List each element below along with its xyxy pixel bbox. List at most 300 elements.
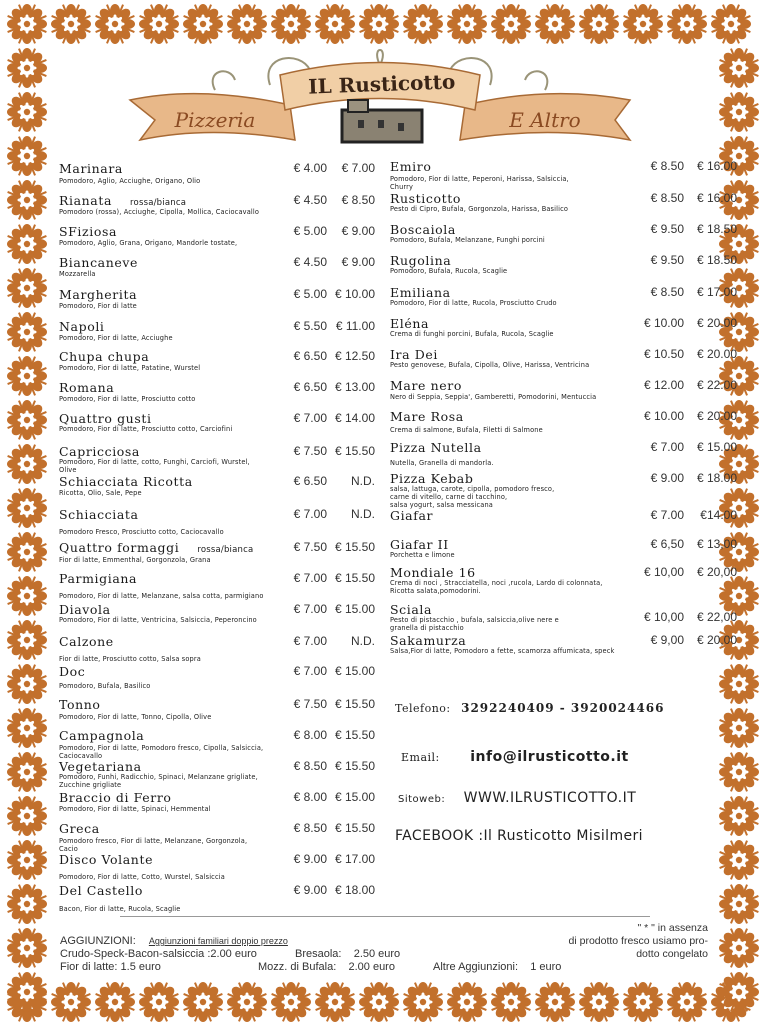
pizza-name-text: Pizza Kebab: [390, 471, 474, 486]
price-small: € 8.50: [293, 759, 327, 773]
price-small: € 7.00: [293, 602, 327, 616]
pizza-ingredients: Crema di funghi porcini, Bufala, Rucola, Scaglie: [390, 330, 554, 338]
footer-divider: [120, 916, 650, 917]
price-large: € 8.50: [341, 193, 375, 207]
flower-ornament-icon: [7, 620, 47, 660]
pizza-ingredients: salsa yogurt, salsa messicana: [390, 501, 493, 509]
flower-ornament-icon: [719, 708, 759, 748]
price-small: € 5.50: [293, 319, 327, 333]
flower-ornament-icon: [491, 982, 531, 1022]
pizza-name: [59, 508, 139, 521]
frozen-note-2: di prodotto fresco usiamo pro-: [568, 935, 708, 947]
pizza-ingredients: Fior di latte, Prosciutto cotto, Salsa sopra: [59, 655, 201, 663]
price-small: € 6,50: [650, 537, 684, 551]
pizza-name: [59, 288, 137, 301]
pizza-ingredients: Pomodoro, Fior di latte, cotto, Funghi, Carciofi, Wurstel,: [59, 458, 250, 466]
pizza-ingredients: Bacon, Fior di latte, Rucola, Scaglie: [59, 905, 181, 913]
price-large: € 22,00: [696, 610, 737, 624]
pizza-name-text: Calzone: [59, 634, 114, 649]
flower-ornament-icon: [271, 982, 311, 1022]
additions-line2b: Mozz. di Bufala: 2.00 euro: [258, 961, 395, 973]
facebook-link[interactable]: FACEBOOK :Il Rusticotto Misilmeri: [395, 828, 643, 844]
pizza-name-text: Campagnola: [59, 728, 145, 743]
price-large: € 17.00: [696, 285, 737, 299]
flower-ornament-icon: [95, 4, 135, 44]
flower-ornament-icon: [7, 928, 47, 968]
flower-ornament-icon: [7, 532, 47, 572]
pizza-name: [59, 729, 144, 742]
price-large: € 9.00: [341, 255, 375, 269]
pizza-name: [390, 441, 482, 454]
flower-ornament-icon: [7, 796, 47, 836]
pizza-ingredients: Pomodoro Fresco, Prosciutto cotto, Caciocavallo: [59, 528, 224, 536]
pizza-name: [390, 254, 451, 267]
additions-label: AGGIUNZIONI:: [60, 935, 136, 947]
price-small: € 7.00: [650, 440, 684, 454]
price-large: € 20.00: [696, 316, 737, 330]
pizza-name-text: Biancaneve: [59, 255, 139, 270]
pizza-ingredients: Olive: [59, 466, 77, 474]
price-large: € 12.50: [334, 349, 375, 363]
flower-ornament-icon: [359, 4, 399, 44]
price-small: € 10,00: [643, 610, 684, 624]
pizza-ingredients: Pomodoro, Fior di latte, Pomodoro fresco, Cipolla, Salsiccia,: [59, 744, 264, 752]
price-large: € 9.00: [341, 224, 375, 238]
additions-line2a: Fior di latte: 1.5 euro: [60, 961, 161, 973]
flower-ornament-icon: [7, 268, 47, 308]
price-small: € 7.00: [293, 634, 327, 648]
pizza-name: [390, 348, 438, 361]
flower-ornament-icon: [315, 4, 355, 44]
price-large: € 16.00: [696, 159, 737, 173]
flower-ornament-icon: [447, 982, 487, 1022]
pizza-ingredients: Pomodoro, Bufala, Basilico: [59, 682, 151, 690]
pizza-ingredients: salsa, lattuga, carote, cipolla, pomodoro fresco,: [390, 485, 555, 493]
price-small: € 10,00: [643, 565, 684, 579]
flower-ornament-icon: [183, 4, 223, 44]
flower-ornament-icon: [623, 982, 663, 1022]
flower-ornament-icon: [51, 982, 91, 1022]
pizza-name-text: Mare nero: [390, 378, 462, 393]
price-small: € 10.50: [643, 347, 684, 361]
pizza-name: [390, 160, 431, 173]
pizza-name-text: SFiziosa: [59, 224, 118, 239]
flower-ornament-icon: [7, 224, 47, 264]
flower-ornament-icon: [719, 972, 759, 1012]
flower-ornament-icon: [7, 444, 47, 484]
pizza-name: [390, 317, 429, 330]
pizza-ingredients: Zucchine grigliate: [59, 781, 122, 789]
flower-ornament-icon: [623, 4, 663, 44]
phone-number[interactable]: 3292240409 - 3920024466: [461, 701, 665, 715]
pizza-ingredients: Pomodoro, Fior di latte, Cotto, Wurstel, Salsiccia: [59, 873, 225, 881]
price-small: € 8.50: [650, 159, 684, 173]
pizza-ingredients: Pomodoro, Fior di latte, Prosciutto cotto, Carciofini: [59, 425, 233, 433]
price-large: N.D.: [351, 474, 375, 488]
price-large: € 10.00: [334, 287, 375, 301]
frozen-note-1: " * " in assenza: [637, 922, 708, 934]
pizza-ingredients: Pomodoro, Bufala, Melanzane, Funghi porcini: [390, 236, 545, 244]
additions-line1b: Bresaola: 2.50 euro: [295, 948, 401, 960]
flower-ornament-icon: [139, 982, 179, 1022]
pizza-name: [59, 445, 140, 458]
price-large: € 15.00: [334, 664, 375, 678]
flower-ornament-icon: [7, 664, 47, 704]
flower-ornament-icon: [315, 982, 355, 1022]
pizza-ingredients: Nero di Seppia, Seppia', Gamberetti, Pomodorini, Mentuccia: [390, 393, 597, 401]
family-note: Aggiunzioni familiari doppio prezzo: [148, 936, 288, 946]
price-large: € 20.00: [696, 409, 737, 423]
pizza-name-text: Margherita: [59, 287, 138, 302]
frozen-note-3: dotto congelato: [636, 948, 708, 960]
flower-ornament-icon: [51, 4, 91, 44]
price-small: € 8.50: [650, 191, 684, 205]
price-large: € 7.00: [341, 161, 375, 175]
price-large: € 17.00: [334, 852, 375, 866]
flower-ornament-icon: [7, 180, 47, 220]
additions-line1a: Crudo-Speck-Bacon-salsiccia :2.00 euro: [60, 948, 257, 960]
flower-ornament-icon: [183, 982, 223, 1022]
flower-ornament-icon: [719, 884, 759, 924]
price-large: € 15.50: [334, 728, 375, 742]
flower-ornament-icon: [7, 356, 47, 396]
price-large: € 15.00: [334, 790, 375, 804]
pizza-name-text: Giafar: [390, 508, 434, 523]
price-large: € 15.50: [334, 759, 375, 773]
price-large: € 18.50: [696, 222, 737, 236]
flower-ornament-icon: [7, 136, 47, 176]
pizza-ingredients: Caciocavallo: [59, 752, 103, 760]
flower-ornament-icon: [535, 4, 575, 44]
price-small: € 6.50: [293, 380, 327, 394]
flower-ornament-icon: [667, 4, 707, 44]
pizza-ingredients: Pomodoro, Fior di latte, Spinaci, Hemmental: [59, 805, 211, 813]
price-small: € 9.50: [650, 253, 684, 267]
price-large: € 18.00: [334, 883, 375, 897]
flower-ornament-icon: [719, 48, 759, 88]
pizza-ingredients: Pomodoro, Fior di latte, Rucola, Prosciutto Crudo: [390, 299, 557, 307]
pizza-name-text: Rusticotto: [390, 191, 461, 206]
pizza-ingredients: Pomodoro, Fior di latte, Prosciutto cotto: [59, 395, 196, 403]
price-large: N.D.: [351, 634, 375, 648]
logo-right-text: E Altro: [509, 108, 581, 132]
price-large: € 15.00: [696, 440, 737, 454]
flower-ornament-icon: [359, 982, 399, 1022]
pizza-name-text: Chupa chupa: [59, 349, 150, 364]
logo-left-text: Pizzeria: [174, 108, 256, 132]
pizza-variant: rossa/bianca: [130, 198, 187, 208]
price-large: € 16.00: [696, 191, 737, 205]
flower-ornament-icon: [7, 48, 47, 88]
pizza-name: [59, 822, 100, 835]
pizza-ingredients: carne di vitello, carne di tacchino,: [390, 493, 508, 501]
pizza-name: [390, 538, 449, 551]
pizza-name-text: Braccio di Ferro: [59, 790, 172, 805]
price-large: € 15.50: [334, 540, 375, 554]
price-small: € 10.00: [643, 316, 684, 330]
pizza-ingredients: Pomodoro, Funhi, Radicchio, Spinaci, Melanzane grigliate,: [59, 773, 258, 781]
pizza-name-text: Quattro formaggi: [59, 540, 180, 555]
pizza-name: [59, 698, 101, 711]
price-small: € 8.50: [650, 285, 684, 299]
flower-ornament-icon: [719, 92, 759, 132]
flower-ornament-icon: [7, 576, 47, 616]
pizza-name-text: Eléna: [390, 316, 430, 331]
pizza-ingredients: Pomodoro, Fior di latte, Ventricina, Salsiccia, Peperoncino: [59, 616, 257, 624]
price-large: € 20.00: [696, 347, 737, 361]
pizza-ingredients: Pomodoro, Aglio, Acciughe, Origano, Olio: [59, 177, 201, 185]
phone-label: Telefono:: [395, 702, 451, 715]
pizza-name: [390, 634, 466, 647]
price-large: € 15.50: [334, 697, 375, 711]
flower-ornament-icon: [95, 982, 135, 1022]
pizza-name-text: Disco Volante: [59, 852, 154, 867]
pizza-name: [59, 412, 152, 425]
price-large: € 18.50: [696, 253, 737, 267]
pizza-name-text: Romana: [59, 380, 115, 395]
pizza-name: [390, 286, 451, 299]
pizza-name-text: Rugolina: [390, 253, 452, 268]
flower-ornament-icon: [719, 840, 759, 880]
castle-icon: [342, 100, 422, 142]
price-small: € 4.00: [293, 161, 327, 175]
price-small: € 8.00: [293, 790, 327, 804]
pizza-name-text: Sakamurza: [390, 633, 467, 648]
pizza-name: [59, 635, 114, 648]
flower-ornament-icon: [403, 982, 443, 1022]
email-label: Email:: [401, 751, 440, 764]
pizza-name: [59, 162, 123, 175]
flower-ornament-icon: [7, 708, 47, 748]
price-small: € 9.00: [293, 883, 327, 897]
logo-title: IL Rusticotto: [307, 69, 456, 99]
pizza-name-text: Vegetariana: [59, 759, 142, 774]
flower-ornament-icon: [719, 796, 759, 836]
website-label: Sitoweb:: [398, 794, 446, 805]
pizza-name: [59, 475, 193, 488]
price-large: €14.00: [700, 508, 737, 522]
pizza-name: [59, 320, 105, 333]
pizza-name: [59, 572, 137, 585]
price-large: N.D.: [351, 507, 375, 521]
pizza-name-text: Parmigiana: [59, 571, 138, 586]
price-large: € 14.00: [334, 411, 375, 425]
pizza-ingredients: Churry: [390, 183, 414, 191]
pizza-name-text: Del Castello: [59, 883, 143, 898]
pizza-name: [390, 192, 461, 205]
pizza-name: [390, 410, 464, 423]
pizza-ingredients: Crema di noci , Stracciatella, noci ,rucola, Lardo di colonnata,: [390, 579, 603, 587]
price-small: € 7.50: [293, 540, 327, 554]
price-large: € 18.00: [696, 471, 737, 485]
pizza-name: [59, 665, 85, 678]
price-large: € 15.50: [334, 821, 375, 835]
price-small: € 7.50: [293, 697, 327, 711]
pizza-name-text: Rianata: [59, 193, 113, 208]
pizza-ingredients: Mozzarella: [59, 270, 96, 278]
pizza-name: [59, 541, 253, 557]
pizza-ingredients: Pomodoro, Fior di latte, Peperoni, Harissa, Salsiccia,: [390, 175, 569, 183]
pizza-ingredients: Salsa,Fior di latte, Pomodoro a fette, scamorza affumicata, speck: [390, 647, 615, 655]
price-large: € 13,00: [696, 537, 737, 551]
price-small: € 9,00: [650, 633, 684, 647]
pizza-name-text: Marinara: [59, 161, 123, 176]
pizza-name-text: Ira Dei: [390, 347, 438, 362]
flower-ornament-icon: [719, 752, 759, 792]
price-large: € 20,00: [696, 565, 737, 579]
pizza-name: [390, 379, 462, 392]
price-small: € 7.00: [293, 571, 327, 585]
pizza-name: [59, 350, 149, 363]
pizza-ingredients: Pomodoro (rossa), Acciughe, Cipolla, Mollica, Caciocavallo: [59, 208, 260, 216]
flower-ornament-icon: [7, 840, 47, 880]
price-large: € 22.00: [696, 378, 737, 392]
pizza-name-text: Tonno: [59, 697, 101, 712]
flower-ornament-icon: [7, 4, 47, 44]
pizza-name: [59, 853, 153, 866]
pizza-name: [390, 509, 433, 522]
pizza-name-text: Mare Rosa: [390, 409, 464, 424]
pizza-variant: rossa/bianca: [197, 545, 254, 555]
flower-ornament-icon: [447, 4, 487, 44]
price-large: € 13.00: [334, 380, 375, 394]
additions-row: [60, 935, 288, 947]
price-large: € 15.00: [334, 602, 375, 616]
flower-ornament-icon: [719, 664, 759, 704]
email-row: [401, 748, 629, 766]
flower-ornament-icon: [667, 982, 707, 1022]
flower-ornament-icon: [7, 488, 47, 528]
pizza-name-text: Capricciosa: [59, 444, 140, 459]
pizza-name-text: Schiacciata: [59, 507, 139, 522]
pizza-ingredients: Pomodoro, Aglio, Grana, Origano, Mandorle tostate,: [59, 239, 238, 247]
price-small: € 7.50: [293, 444, 327, 458]
pizza-name-text: Boscaiola: [390, 222, 456, 237]
flower-ornament-icon: [711, 4, 751, 44]
price-small: € 5.00: [293, 224, 327, 238]
pizza-ingredients: Ricotta salata,pomodorini.: [390, 587, 481, 595]
pizza-name-text: Mondiale 16: [390, 565, 476, 580]
flower-ornament-icon: [7, 884, 47, 924]
pizza-name: [59, 256, 138, 269]
price-large: € 15.50: [334, 571, 375, 585]
flower-ornament-icon: [227, 4, 267, 44]
price-small: € 9.00: [650, 471, 684, 485]
pizza-ingredients: Pomodoro, Fior di latte, Melanzane, salsa cotta, parmigiano: [59, 592, 264, 600]
pizza-name-text: Greca: [59, 821, 100, 836]
pizza-name-text: Emiro: [390, 159, 432, 174]
price-small: € 8.00: [293, 728, 327, 742]
phone-row: [395, 699, 664, 717]
flower-ornament-icon: [227, 982, 267, 1022]
pizza-ingredients: Pomodoro, Fior di latte, Tonno, Cipolla, Olive: [59, 713, 212, 721]
price-small: € 7.00: [293, 507, 327, 521]
flower-ornament-icon: [7, 752, 47, 792]
price-small: € 9.50: [650, 222, 684, 236]
pizza-name: [390, 223, 456, 236]
flower-ornament-icon: [579, 4, 619, 44]
pizza-ingredients: Pesto genovese, Bufala, Cipolla, Olive, Harissa, Ventricina: [390, 361, 590, 369]
flower-ornament-icon: [139, 4, 179, 44]
flower-ornament-icon: [535, 982, 575, 1022]
pizza-name: [390, 566, 476, 579]
price-small: € 7.00: [650, 508, 684, 522]
pizza-ingredients: Cacio: [59, 845, 78, 853]
pizza-name: [59, 381, 114, 394]
pizza-name: [390, 603, 432, 616]
additions-line2c: Altre Aggiunzioni: 1 euro: [433, 961, 562, 973]
pizza-ingredients: Pomodoro, Fior di latte: [59, 302, 137, 310]
price-small: € 7.00: [293, 664, 327, 678]
pizza-name-text: Quattro gusti: [59, 411, 152, 426]
pizza-name-text: Doc: [59, 664, 86, 679]
pizza-ingredients: Porchetta e limone: [390, 551, 455, 559]
flower-ornament-icon: [7, 312, 47, 352]
pizza-ingredients: Pesto di pistacchio , bufala, salsiccia,olive nere e: [390, 616, 559, 624]
price-large: € 20,00: [696, 633, 737, 647]
pizza-name-text: Giafar II: [390, 537, 449, 552]
pizza-ingredients: Pesto di Cipro, Bufala, Gorgonzola, Harissa, Basilico: [390, 205, 569, 213]
price-small: € 10.00: [643, 409, 684, 423]
flower-ornament-icon: [579, 982, 619, 1022]
price-small: € 4.50: [293, 255, 327, 269]
flower-ornament-icon: [491, 4, 531, 44]
price-small: € 9.00: [293, 852, 327, 866]
pizza-ingredients: Ricotta, Olio, Sale, Pepe: [59, 489, 142, 497]
pizza-ingredients: Crema di salmone, Bufala, Filetti di Salmone: [390, 426, 543, 434]
pizza-name-text: Sciala: [390, 602, 433, 617]
pizza-name-text: Diavola: [59, 602, 111, 617]
pizza-ingredients: Pomodoro, Bufala, Rucola, Scaglie: [390, 267, 508, 275]
pizza-ingredients: granella di pistacchio: [390, 624, 464, 632]
price-small: € 6.50: [293, 474, 327, 488]
pizza-name: [59, 603, 111, 616]
pizza-name: [390, 472, 473, 485]
price-small: € 7.00: [293, 411, 327, 425]
pizza-name-text: Emiliana: [390, 285, 451, 300]
price-small: € 6.50: [293, 349, 327, 363]
pizza-name-text: Pizza Nutella: [390, 440, 482, 455]
website-row: [398, 789, 636, 807]
flower-ornament-icon: [271, 4, 311, 44]
price-large: € 15.50: [334, 444, 375, 458]
pizza-name-text: Schiacciata Ricotta: [59, 474, 193, 489]
pizza-ingredients: Fior di latte, Emmenthal, Gorgonzola, Grana: [59, 556, 211, 564]
flower-ornament-icon: [7, 972, 47, 1012]
price-small: € 12.00: [643, 378, 684, 392]
pizza-ingredients: Nutella, Granella di mandorla.: [390, 459, 494, 467]
website-link[interactable]: WWW.ILRUSTICOTTO.IT: [463, 790, 637, 806]
pizza-ingredients: Pomodoro, Fior di latte, Patatine, Wurstel: [59, 364, 201, 372]
flower-ornament-icon: [7, 400, 47, 440]
flower-ornament-icon: [403, 4, 443, 44]
pizza-name-text: Napoli: [59, 319, 105, 334]
price-small: € 8.50: [293, 821, 327, 835]
pizzeria-logo: [120, 45, 640, 160]
pizza-name: [59, 791, 172, 804]
pizza-name: [59, 760, 142, 773]
pizza-name: [59, 225, 117, 238]
flower-ornament-icon: [7, 92, 47, 132]
flower-ornament-icon: [719, 928, 759, 968]
price-large: € 11.00: [335, 319, 375, 333]
pizza-ingredients: Pomodoro fresco, Fior di latte, Melanzane, Gorgonzola,: [59, 837, 248, 845]
pizza-ingredients: Pomodoro, Fior di latte, Acciughe: [59, 334, 173, 342]
pizza-name: [59, 884, 143, 897]
price-small: € 4.50: [293, 193, 327, 207]
email-link[interactable]: info@ilrusticotto.it: [470, 749, 629, 765]
price-small: € 5.00: [293, 287, 327, 301]
